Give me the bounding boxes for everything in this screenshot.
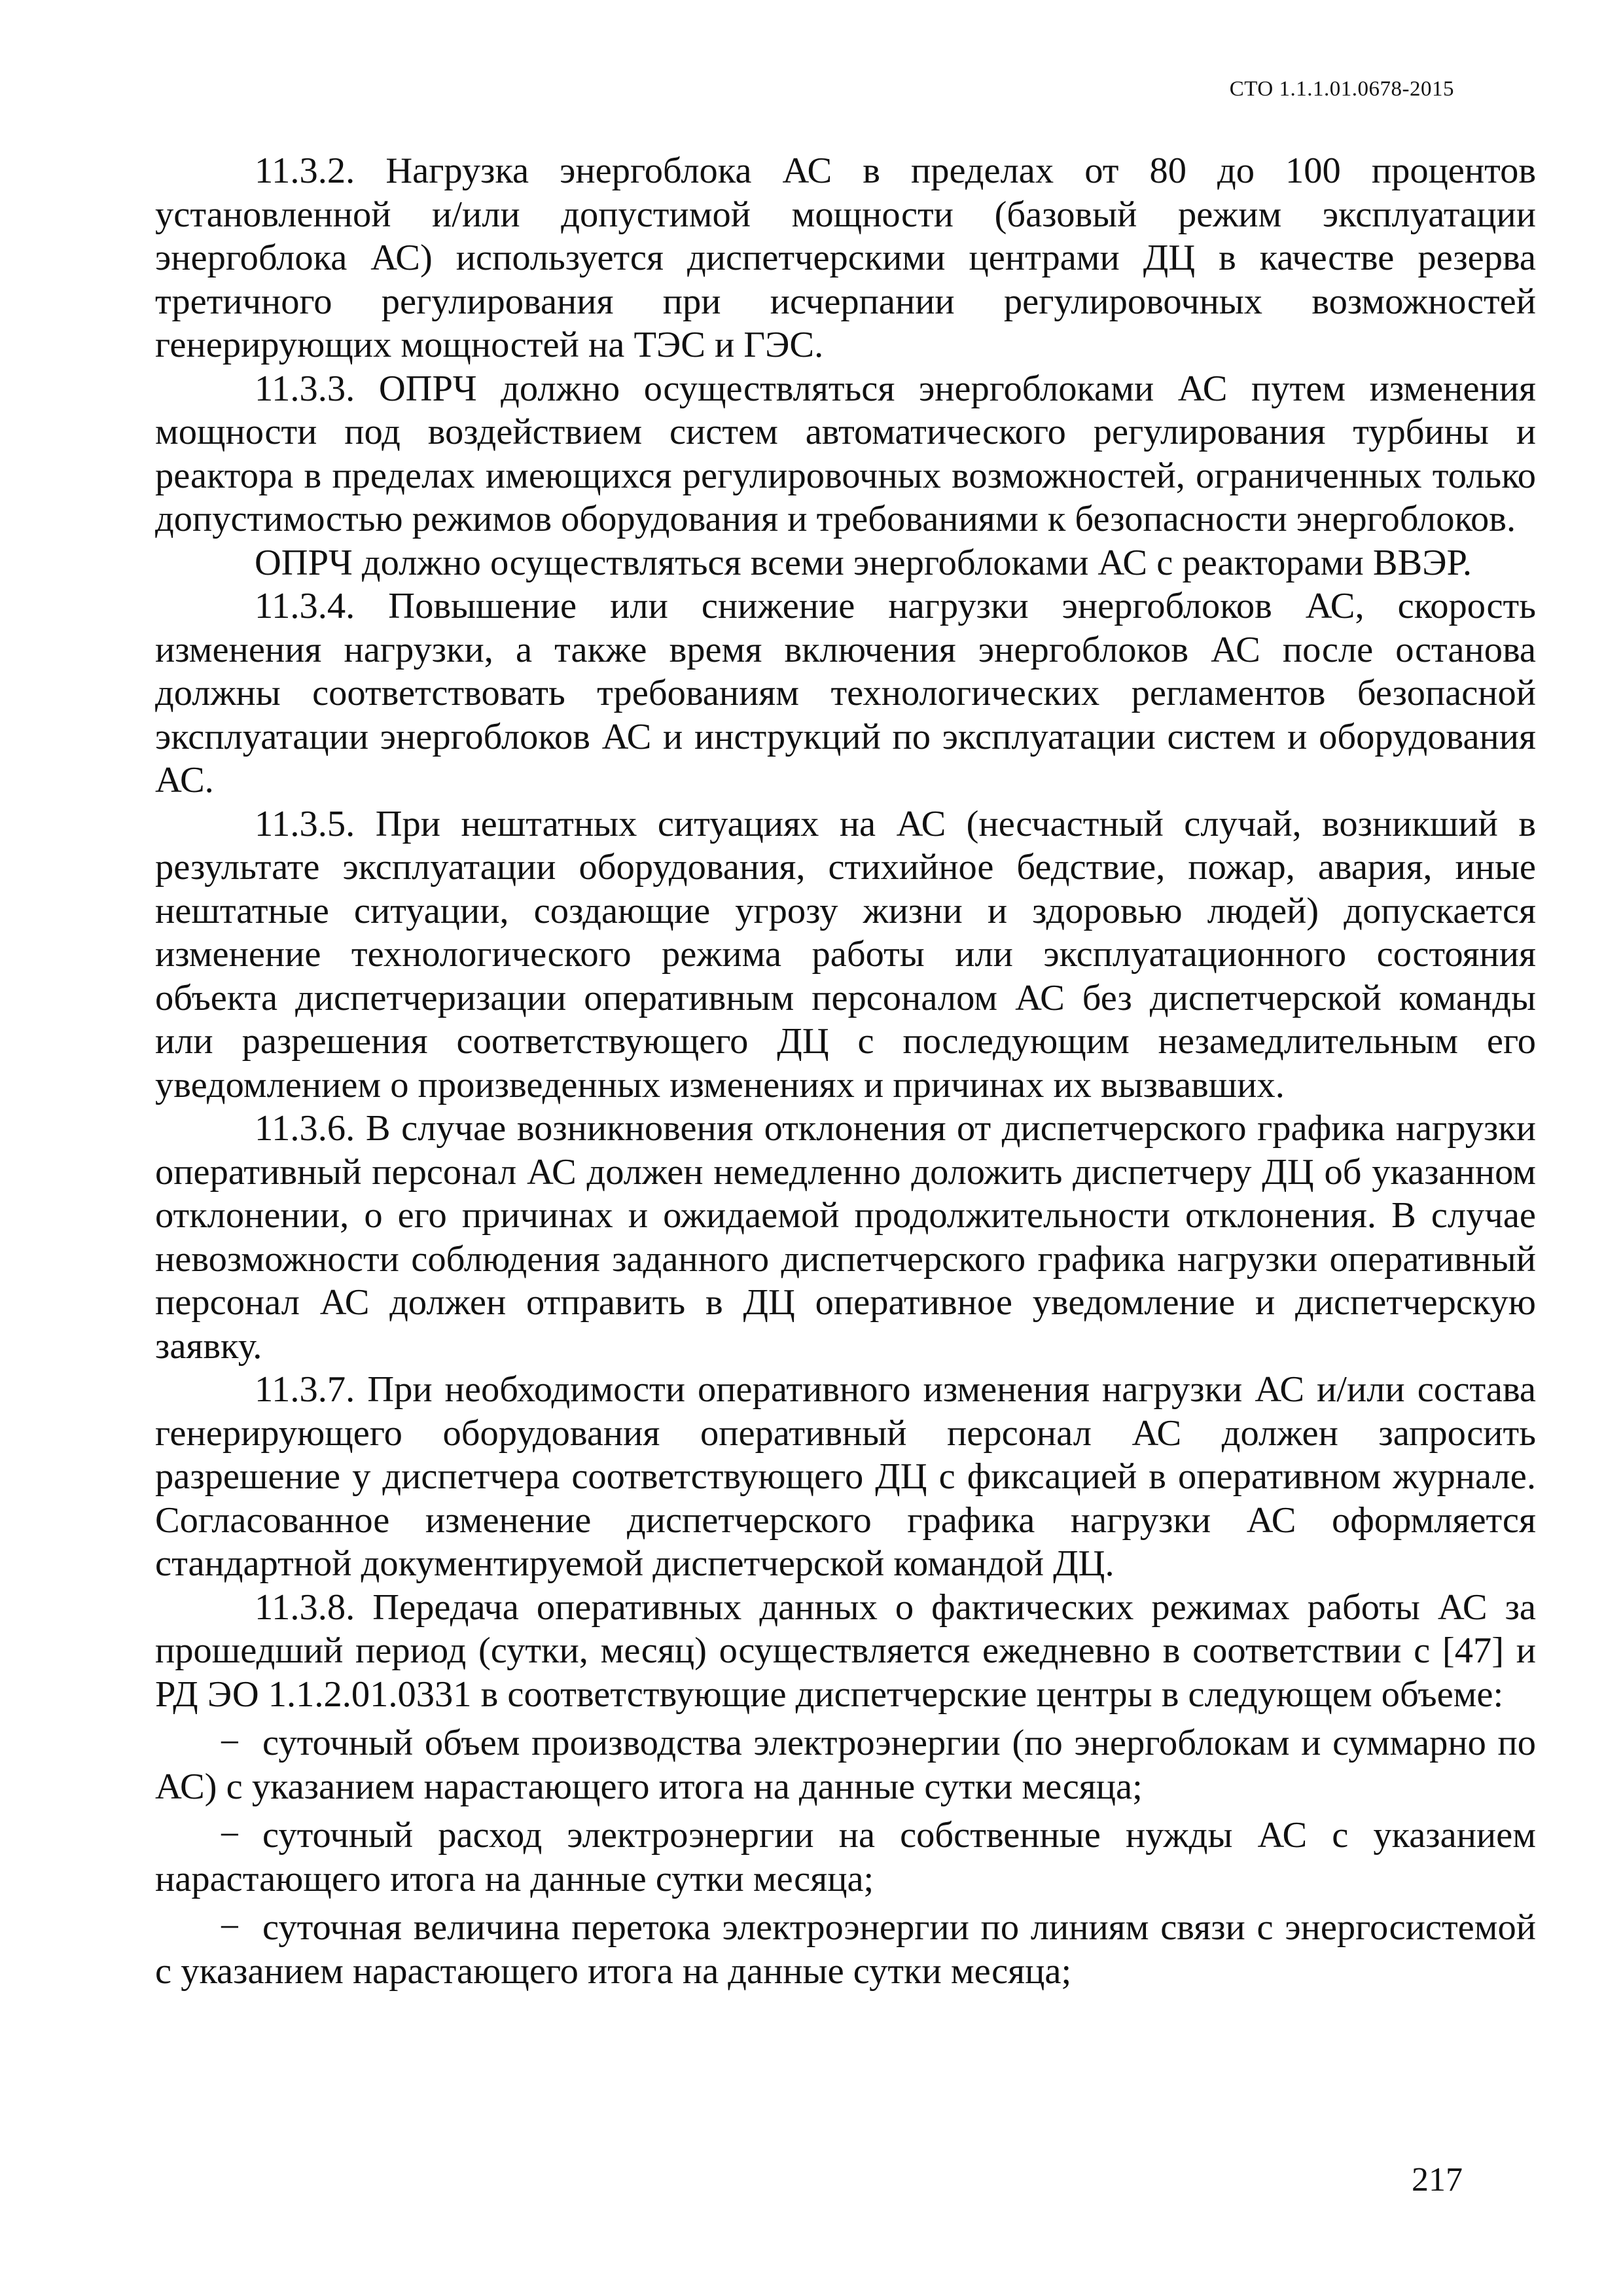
paragraph-opr: ОПРЧ должно осуществляться всеми энергоблоками АС с реакторами ВВЭР.: [255, 542, 1472, 583]
dash-bullet: −: [219, 1815, 240, 1856]
paragraph-11-3-3: 11.3.3. ОПРЧ должно осуществляться энергоблоками АС путем изменения мощности под воздействием систем автоматического регулирования турбины и реактора в пределах имеющихся регулировочных возможностей, ограниченных только допустимостью режимов оборудования и требованиями к безопасности энергоблоков.: [155, 368, 1536, 539]
list-item-text: суточный объем производства электроэнергии (по энергоблокам и суммарно по АС) с указанием нарастающего итога на данные сутки месяца;: [155, 1723, 1536, 1807]
paragraph-11-3-6: 11.3.6. В случае возникновения отклонения от диспетчерского графика нагрузки оперативный персонал АС должен немедленно доложить диспетчеру ДЦ об указанном отклонении, о его причинах и ожидаемой продолжительности отклонения. В случае невозможности соблюдения заданного диспетчерского графика нагрузки оперативный персонал АС должен отправить в ДЦ оперативное уведомление и диспетчерскую заявку.: [155, 1108, 1536, 1367]
page-number: 217: [1412, 2161, 1463, 2198]
list-item-text: суточный расход электроэнергии на собственные нужды АС с указанием нарастающего итога на данные сутки месяца;: [155, 1815, 1536, 1899]
paragraph-11-3-2: 11.3.2. Нагрузка энергоблока АС в пределах от 80 до 100 процентов установленной и/или допустимой мощности (базовый режим эксплуатации энергоблока АС) используется диспетчерскими центрами ДЦ в качестве резерва третичного регулирования при исчерпании регулировочных возможностей генерирующих мощностей на ТЭС и ГЭС.: [155, 151, 1536, 365]
paragraph-11-3-4: 11.3.4. Повышение или снижение нагрузки энергоблоков АС, скорость изменения нагрузки, а также время включения энергоблоков АС после останова должны соответствовать требованиям технологических регламентов безопасной эксплуатации энергоблоков АС и инструкций по эксплуатации систем и оборудования АС.: [155, 586, 1536, 800]
paragraph-11-3-8: 11.3.8. Передача оперативных данных о фактических режимах работы АС за прошедший период (сутки, месяц) осуществляется ежедневно в соответствии с [47] и РД ЭО 1.1.2.01.0331 в соответствующие диспетчерские центры в следующем объеме:: [155, 1587, 1536, 1715]
dash-bullet: −: [219, 1907, 240, 1948]
list-item: [155, 1906, 1536, 1993]
list-item: [155, 1814, 1536, 1901]
paragraph-11-3-5: 11.3.5. При нештатных ситуациях на АС (несчастный случай, возникший в результате эксплуатации оборудования, стихийное бедствие, пожар, авария, иные нештатные ситуации, создающие угрозу жизни и здоровью людей) допускается изменение технологического режима работы или эксплуатационного состояния объекта диспетчеризации оперативным персоналом АС без диспетчерской команды или разрешения соответствующего ДЦ с последующим незамедлительным его уведомлением о произведенных изменениях и причинах их вызвавших.: [155, 803, 1536, 1105]
list-item: [155, 1721, 1536, 1808]
document-code: СТО 1.1.1.01.0678-2015: [1229, 77, 1454, 101]
dash-bullet: −: [219, 1723, 240, 1763]
document-body: [155, 149, 1536, 1993]
list-item-text: суточная величина перетока электроэнергии по линиям связи с энергосистемой с указанием нарастающего итога на данные сутки месяца;: [155, 1907, 1536, 1992]
paragraph-11-3-7: 11.3.7. При необходимости оперативного изменения нагрузки АС и/или состава генерирующего оборудования оперативный персонал АС должен запросить разрешение у диспетчера соответствующего ДЦ с фиксацией в оперативном журнале. Согласованное изменение диспетчерского графика нагрузки АС оформляется стандартной документируемой диспетчерской командой ДЦ.: [155, 1369, 1536, 1584]
